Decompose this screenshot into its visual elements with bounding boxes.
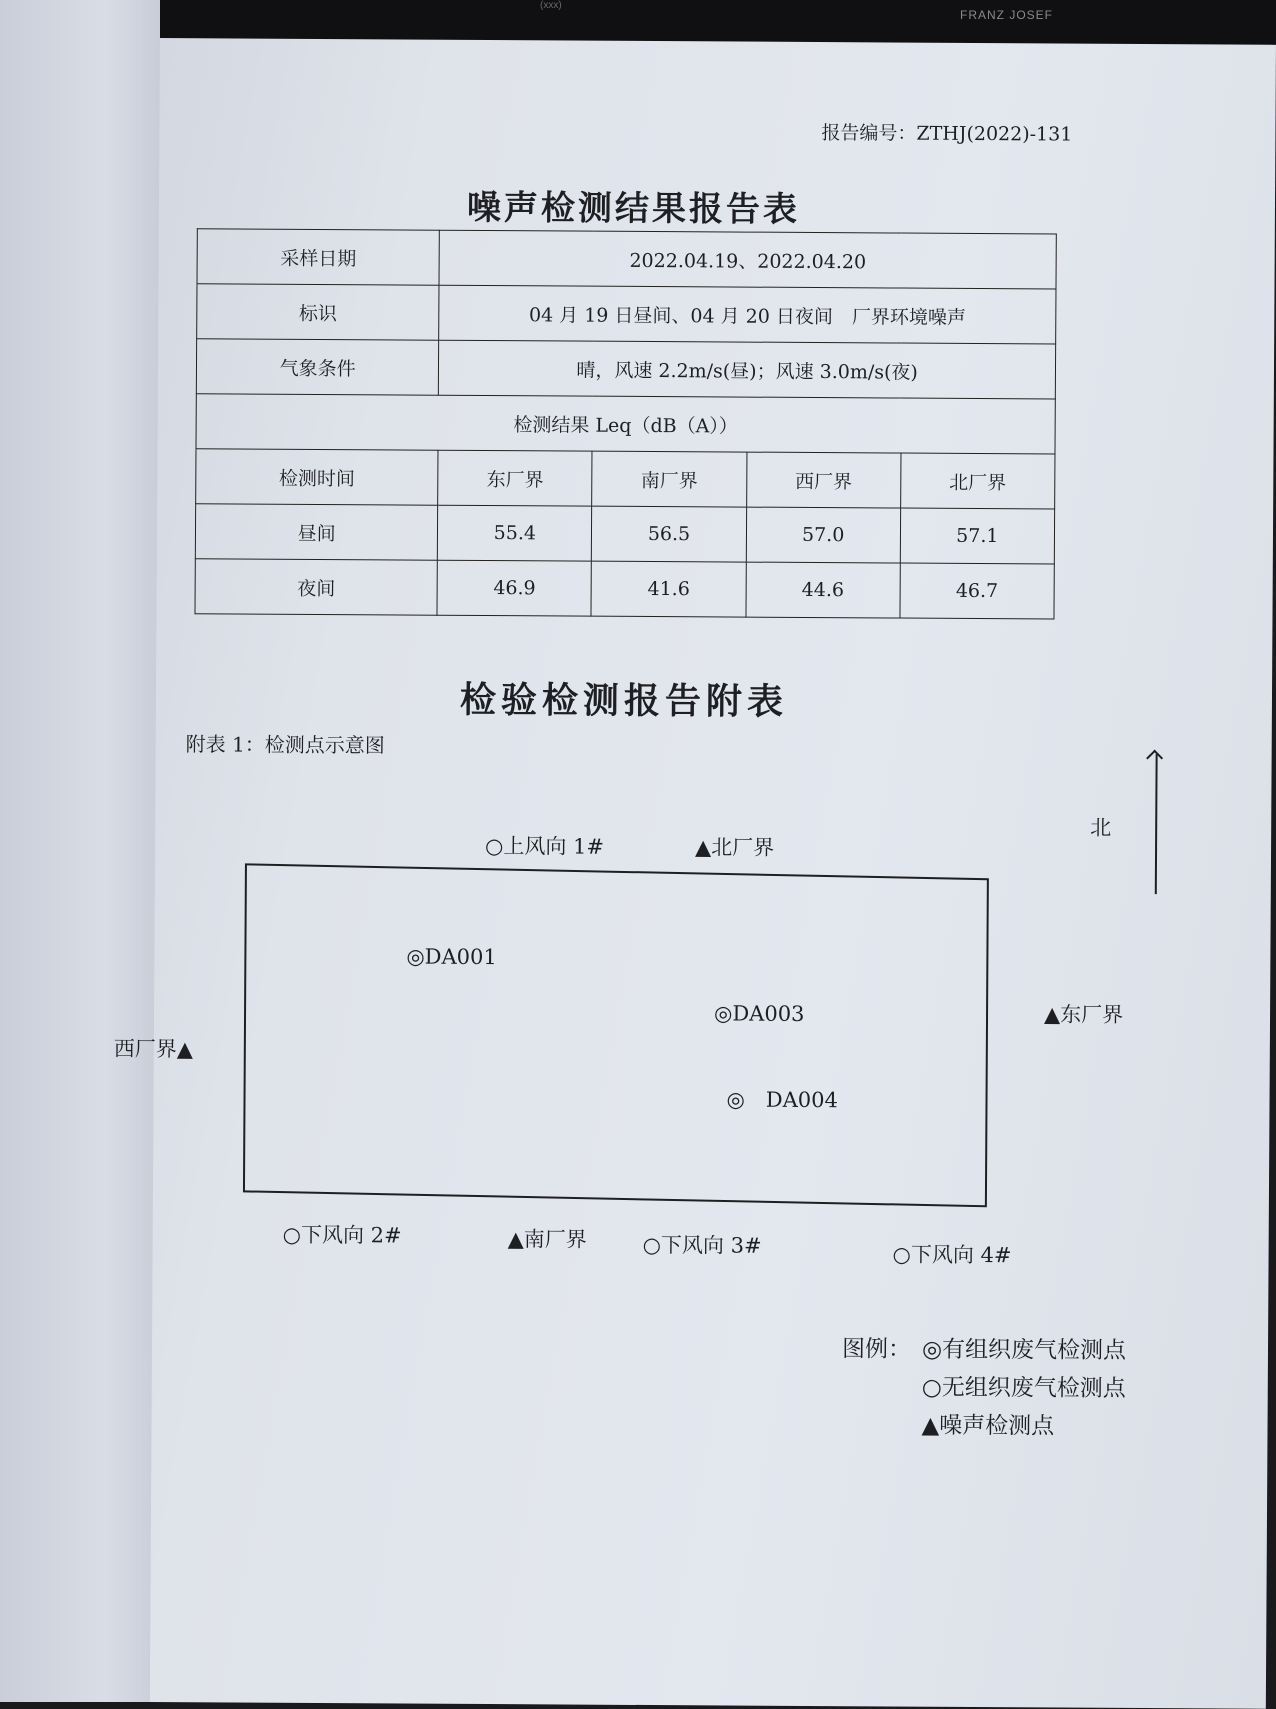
point-east-boundary: ▲东厂界 <box>1043 1002 1124 1027</box>
legend-title: 图例： <box>841 1336 912 1363</box>
period-cell: 昼间 <box>195 504 438 560</box>
value-cell: 57.1 <box>900 508 1055 564</box>
column-header: 检测时间 <box>196 449 439 505</box>
table-row <box>197 284 1056 344</box>
column-header: 东厂界 <box>438 450 592 506</box>
point-south-boundary: ▲南厂界 <box>507 1227 587 1252</box>
table-row <box>196 394 1055 454</box>
plant-boundary-box <box>243 863 989 1207</box>
identification-label: 标识 <box>197 284 440 340</box>
value-cell: 56.5 <box>592 506 746 562</box>
value-cell: 46.7 <box>900 563 1055 619</box>
background-mark: (xxx) <box>540 0 562 11</box>
legend-item-organized-exhaust: ◎有组织废气检测点 <box>921 1336 1127 1364</box>
sampling-date-label: 采样日期 <box>197 229 440 285</box>
point-da003: ◎DA003 <box>713 1001 805 1026</box>
table-row <box>195 559 1054 619</box>
table-row <box>195 504 1054 564</box>
value-cell: 41.6 <box>591 561 745 617</box>
point-downwind-3: ○下风向 3# <box>642 1232 762 1258</box>
column-header: 北厂界 <box>900 453 1055 509</box>
report-number: 报告编号：ZTHJ(2022)-131 <box>821 122 1073 146</box>
document-page <box>113 38 1276 1709</box>
appendix-subtitle: 附表 1：检测点示意图 <box>185 732 385 758</box>
point-west-boundary: 西厂界▲ <box>113 1036 194 1062</box>
noise-report-title: 噪声检测结果报告表 <box>466 187 801 230</box>
legend-item-noise-point: ▲噪声检测点 <box>921 1412 1055 1440</box>
weather-label: 气象条件 <box>196 339 439 395</box>
north-label: 北 <box>1090 815 1112 840</box>
table-row <box>196 339 1055 399</box>
adjacent-page-edge <box>0 0 175 1702</box>
background-brand: FRANZ JOSEF <box>960 8 1054 22</box>
column-header: 南厂界 <box>592 451 746 507</box>
appendix-title: 检验检测报告附表 <box>459 679 789 723</box>
noise-results-table <box>194 228 1056 619</box>
value-cell: 55.4 <box>438 505 592 561</box>
result-header: 检测结果 Leq（dB（A）） <box>196 394 1055 454</box>
table-header-row <box>196 449 1055 509</box>
point-upwind-1: ○上风向 1# <box>484 834 605 859</box>
weather-value: 晴，风速 2.2m/s(昼)；风速 3.0m/s(夜) <box>439 340 1056 399</box>
point-da004: ◎ DA004 <box>726 1087 839 1113</box>
sampling-date-value: 2022.04.19、2022.04.20 <box>439 230 1056 289</box>
north-arrow-icon <box>1155 754 1158 894</box>
value-cell: 46.9 <box>437 560 591 616</box>
table-row <box>197 229 1056 289</box>
point-da001: ◎DA001 <box>406 944 497 970</box>
point-north-boundary: ▲北厂界 <box>694 835 775 860</box>
value-cell: 44.6 <box>746 562 900 618</box>
point-downwind-4: ○下风向 4# <box>892 1242 1012 1268</box>
legend-item-unorganized-exhaust: ○无组织废气检测点 <box>921 1374 1126 1402</box>
period-cell: 夜间 <box>195 559 438 615</box>
column-header: 西厂界 <box>746 452 900 508</box>
identification-value: 04 月 19 日昼间、04 月 20 日夜间 厂界环境噪声 <box>439 285 1056 344</box>
value-cell: 57.0 <box>746 507 900 563</box>
point-downwind-2: ○下风向 2# <box>282 1222 402 1248</box>
